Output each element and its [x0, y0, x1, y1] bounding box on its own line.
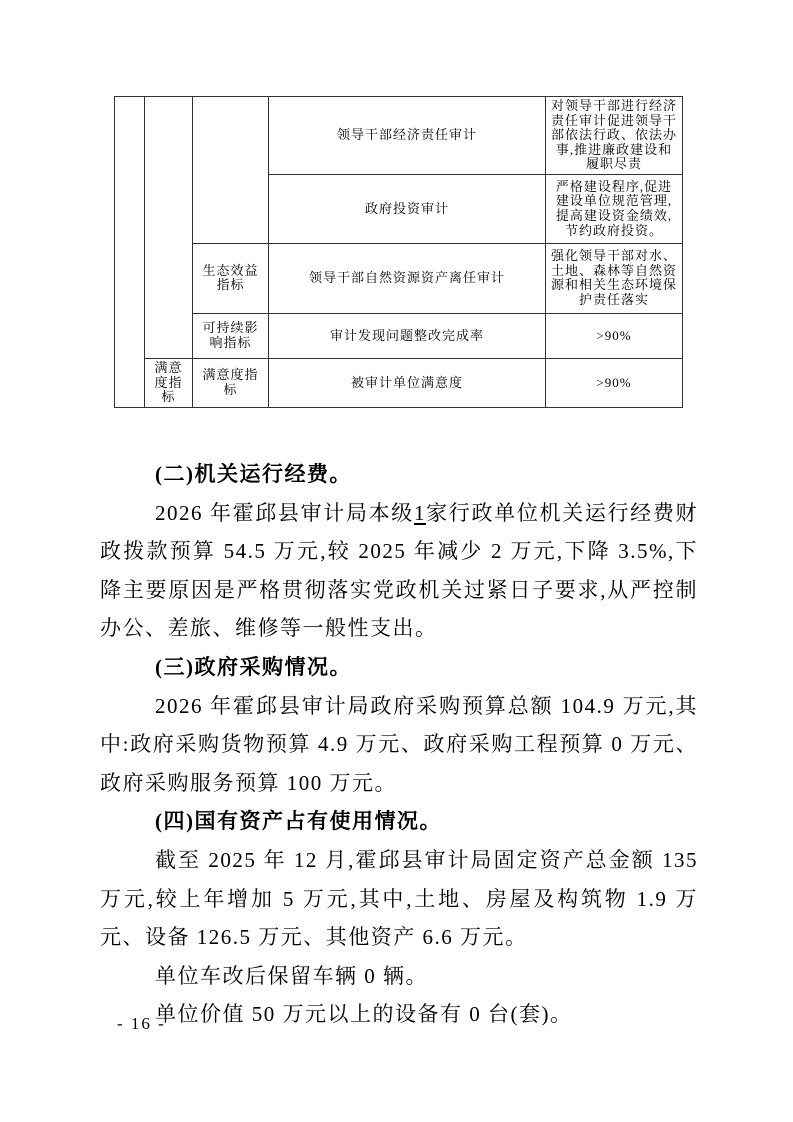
indicator-name-cell: 审计发现问题整改完成率 — [269, 313, 546, 358]
paragraph-equipment: 单位价值 50 万元以上的设备有 0 台(套)。 — [155, 1002, 573, 1027]
category-cell: 满意度指标 — [145, 358, 193, 407]
indicator-target-cell: 强化领导干部对水、土地、森林等自然资源和相关生态环境保护责任落实 — [546, 243, 683, 313]
indicator-target-cell: >90% — [546, 358, 683, 407]
indicator-target-cell: 对领导干部进行经济责任审计促进领导干部依法行政、依法办事,推进廉政建设和履职尽责 — [546, 97, 683, 175]
indicator-name-cell: 政府投资审计 — [269, 174, 546, 243]
paragraph-operating-expenses — [100, 494, 698, 648]
page-number: - 16 - — [117, 1014, 166, 1033]
paragraph-state-assets: 截至 2025 年 12 月,霍邱县审计局固定资产总金额 135 万元,较上年增加 5 万元,其中,土地、房屋及构筑物 1.9 万元、设备 126.5 万元、其他资产 6.6 万元。 — [100, 847, 698, 950]
indicator-name-cell: 被审计单位满意度 — [269, 358, 546, 407]
empty-indicator-type-spanning-cell — [193, 97, 269, 244]
empty-category-spanning-cell — [145, 97, 193, 359]
indicator-target-cell: >90% — [546, 313, 683, 358]
section-heading-3: (三)政府采购情况。 — [155, 654, 352, 679]
paragraph-vehicles: 单位车改后保留车辆 0 辆。 — [155, 963, 428, 988]
underlined-count: 1 — [413, 500, 426, 525]
paragraph-procurement: 2026 年霍邱县审计局政府采购预算总额 104.9 万元,其中:政府采购货物预算 4.9 万元、政府采购工程预算 0 万元、政府采购服务预算 100 万元。 — [100, 693, 698, 795]
indicator-target-cell: 严格建设程序,促进建设单位规范管理,提高建设资金绩效,节约政府投资。 — [546, 174, 683, 243]
table-row — [115, 358, 683, 407]
indicator-name-cell: 领导干部经济责任审计 — [269, 97, 546, 175]
table-row — [115, 243, 683, 313]
table-row — [115, 97, 683, 175]
paragraph-text: 家行政单位机关运行经费财政拨款预算 54.5 万元,较 2025 年减少 2 万元,下降 3.5%,下降主要原因是严格贯彻落实党政机关过紧日子要求,从严控制办公、差旅、维修等一般性支出。 — [100, 500, 699, 641]
section-heading-2: (二)机关运行经费。 — [155, 462, 352, 486]
section-heading-4: (四)国有资产占有使用情况。 — [155, 809, 442, 834]
indicator-name-cell: 领导干部自然资源资产离任审计 — [269, 243, 546, 313]
indicator-type-cell: 满意度指标 — [193, 358, 269, 407]
table-row — [115, 313, 683, 358]
performance-indicator-table — [114, 96, 683, 408]
paragraph-text: 2026 年霍邱县审计局本级 — [155, 500, 414, 525]
indicator-type-cell: 可持续影响指标 — [193, 313, 269, 358]
empty-left-spanning-cell — [115, 97, 145, 408]
indicator-type-cell: 生态效益指标 — [193, 243, 269, 313]
document-body — [100, 455, 698, 1034]
